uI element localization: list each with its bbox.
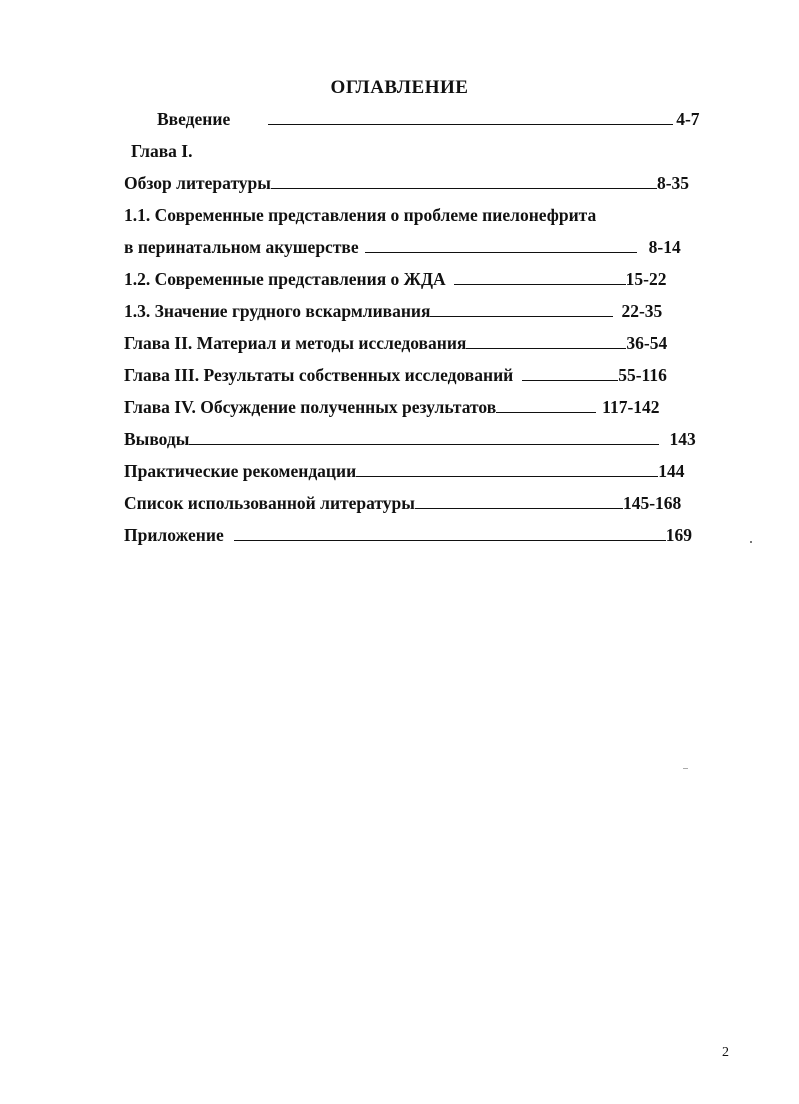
toc-entry-section-1-3 xyxy=(124,301,662,321)
leader-line xyxy=(466,333,626,349)
scan-speck xyxy=(750,541,752,543)
toc-entry-page: 144 xyxy=(658,461,685,481)
toc-entry-label: Выводы xyxy=(124,429,190,449)
toc-entry-appendix xyxy=(124,525,692,545)
toc-entry-page: 169 xyxy=(665,525,692,545)
toc-entry-label: 1.1. Современные представления о проблеме пиелонефрита xyxy=(124,205,597,225)
toc-entry-label: Приложение xyxy=(124,525,224,545)
toc-entry-label: Практические рекомендации xyxy=(124,461,357,481)
toc-entry-recommendations xyxy=(124,461,684,481)
toc-entry-chapter-2 xyxy=(124,333,667,353)
toc-entry-label: 1.3. Значение грудного вскармливания xyxy=(124,301,431,321)
toc-entry-page: 8-14 xyxy=(648,237,681,257)
toc-entry-chapter-4 xyxy=(124,397,660,417)
toc-entry-section-1-1-cont xyxy=(124,237,681,257)
toc-entry-page: 55-116 xyxy=(618,365,667,385)
toc-entry-page: 22-35 xyxy=(621,301,663,321)
toc-entry-section-1-1 xyxy=(124,205,596,225)
page-number: 2 xyxy=(722,1045,729,1060)
toc-entry-label: Глава II. Материал и методы исследования xyxy=(124,333,467,353)
toc-entry-page: 36-54 xyxy=(626,333,668,353)
scan-speck xyxy=(683,768,688,769)
toc-entry-page: 8-35 xyxy=(656,173,690,193)
toc-entry-bibliography xyxy=(124,493,681,513)
leader-line xyxy=(522,365,618,381)
toc-entry-label: Список использованной литературы xyxy=(124,493,415,513)
leader-line xyxy=(268,109,673,125)
toc-entry-page: 143 xyxy=(669,429,696,449)
leader-line xyxy=(454,269,626,285)
toc-entry-chapter-3 xyxy=(124,365,667,385)
toc-entry-section-1-2 xyxy=(124,269,666,289)
toc-entry-label: Введение xyxy=(157,109,231,129)
leader-line xyxy=(271,173,657,189)
leader-line xyxy=(356,461,658,477)
leader-line xyxy=(496,397,596,413)
toc-entry-label: Глава I. xyxy=(131,141,193,161)
toc-entry-label: 1.2. Современные представления о ЖДА xyxy=(124,269,446,289)
toc-entry-label: в перинатальном акушерстве xyxy=(124,237,359,257)
toc-entry-page: 145-168 xyxy=(622,493,682,513)
toc-entry-literature-review xyxy=(124,173,689,193)
toc-entry-label: Глава III. Результаты собственных исследований xyxy=(124,365,514,385)
leader-line xyxy=(189,429,659,445)
leader-line xyxy=(415,493,623,509)
toc-entry-chapter-1 xyxy=(131,141,193,161)
toc-entry-label: Глава IV. Обсуждение полученных результатов xyxy=(124,397,497,417)
toc-entry-page: 117-142 xyxy=(602,397,660,417)
leader-line xyxy=(365,237,637,253)
toc-entry-conclusions xyxy=(124,429,696,449)
toc-entry-page: 15-22 xyxy=(625,269,667,289)
toc-title: ОГЛАВЛЕНИЕ xyxy=(330,77,469,98)
toc-entry-introduction xyxy=(157,109,700,129)
leader-line xyxy=(430,301,613,317)
toc-entry-label: Обзор литературы xyxy=(124,173,271,193)
toc-entry-page: 4-7 xyxy=(676,109,700,129)
leader-line xyxy=(234,525,666,541)
